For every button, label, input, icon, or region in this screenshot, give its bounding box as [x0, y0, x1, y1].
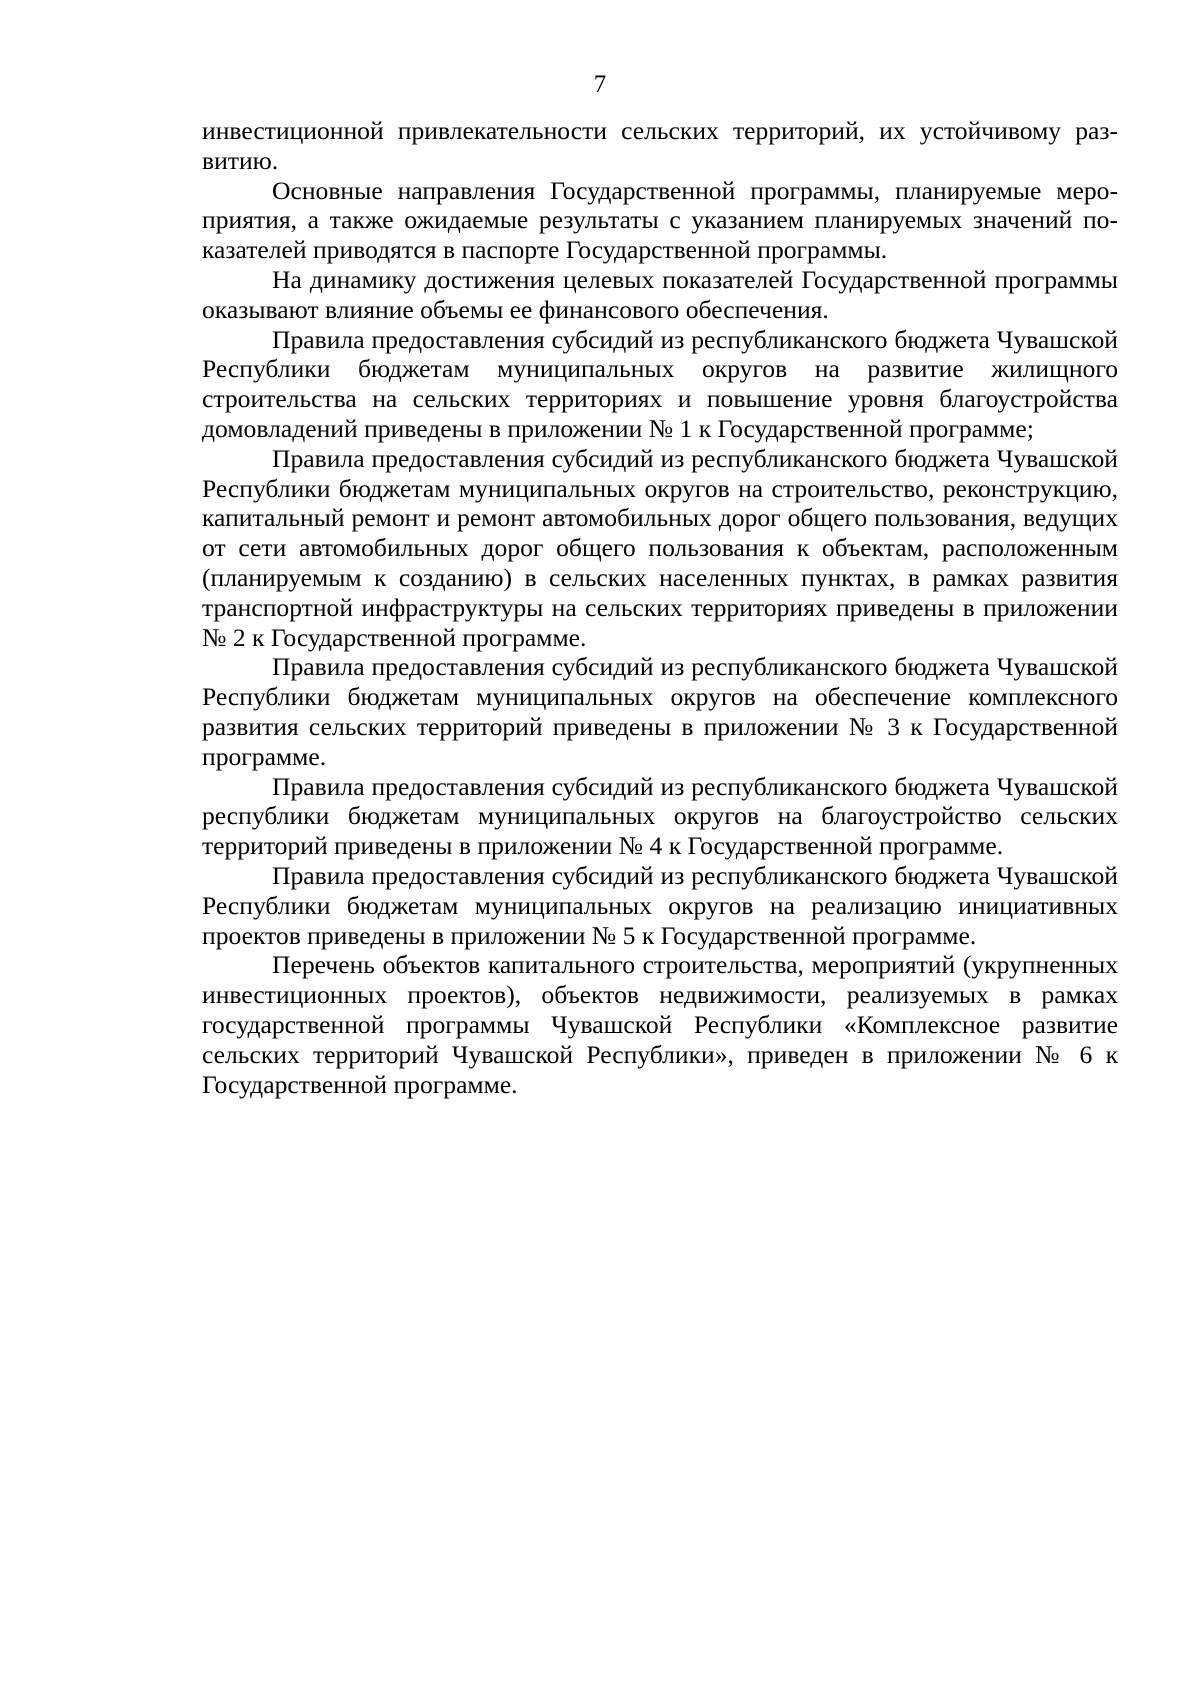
paragraph-rules-complex-development: Правила предоставления субсидий из республиканского бюджета Чувашской Республики бюджетам муниципальных округов на обеспечение комплексного развития сельских территорий приведены в приложении № 3 к Государственной программе. [202, 652, 1118, 771]
paragraph-rules-roads: Правила предоставления субсидий из республиканского бюджета Чувашской Республики бюджетам муниципальных округов на строительство, реконструкцию, капитальный ремонт и ремонт автомобильных дорог общего пользования, ведущих от сети автомобильных дорог общего пользования к объектам, расположенным (планируемым к созданию) в сельских населенных пунктах, в рамках развития транспортной инфраструктуры на сельских территориях приведены в приложении № 2 к Государственной программе. [202, 443, 1118, 652]
paragraph-rules-housing: Правила предоставления субсидий из республиканского бюджета Чувашской Республики бюджетам муниципальных округов на развитие жилищного строительства на сельских территориях и повышение уровня благоустройства домовладений приведены в приложении № 1 к Государственной программе; [202, 324, 1118, 443]
document-body [202, 116, 1118, 1099]
paragraph-capital-construction-list: Перечень объектов капитального строительства, мероприятий (укрупненных инвестиционных проектов), объектов недвижимости, реализуемых в рамках государственной программы Чувашской Республики «Комплексное развитие сельских территорий Чувашской Республики», приведен в приложении № 6 к Государственной программе. [202, 950, 1118, 1099]
paragraph-rules-landscaping: Правила предоставления субсидий из республиканского бюджета Чувашской республики бюджетам муниципальных округов на благоустройство сельских территорий приведены в приложении № 4 к Государственной программе. [202, 771, 1118, 861]
paragraph-continuation: инвестиционной привлекательности сельских территорий, их устойчивому развитию. [202, 116, 1118, 175]
paragraph-main-directions: Основные направления Государственной программы, планируемые мероприятия, а также ожидаемые результаты с указанием планируемых значений показателей приводятся в паспорте Государственной программы. [202, 175, 1118, 265]
paragraph-rules-initiative-projects: Правила предоставления субсидий из республиканского бюджета Чувашской Республики бюджетам муниципальных округов на реализацию инициативных проектов приведены в приложении № 5 к Государственной программе. [202, 860, 1118, 950]
paragraph-indicator-dynamics: На динамику достижения целевых показателей Государственной программы оказывают влияние объемы ее финансового обеспечения. [202, 264, 1118, 324]
page-number: 7 [593, 71, 607, 98]
